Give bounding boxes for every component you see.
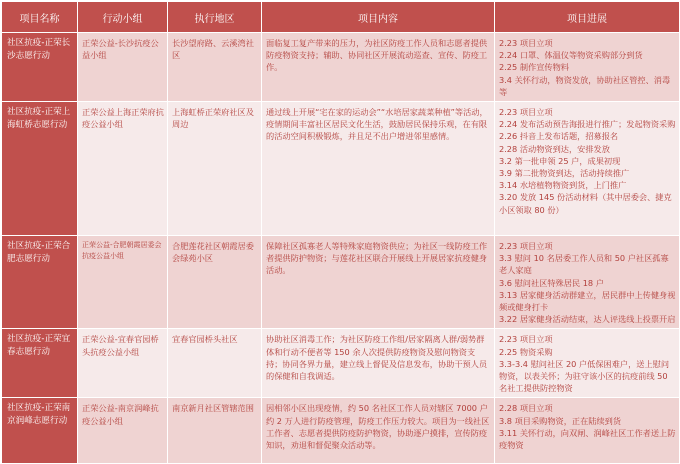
action-group-cell: 正荣公益-长沙抗疫公益小组 bbox=[78, 33, 168, 102]
progress-item: 2.25 物资采购 bbox=[499, 346, 553, 357]
progress-item: 3.3 慰问 10 名居委工作人员和 50 户社区孤寡老人家庭 bbox=[499, 253, 669, 276]
header-region: 执行地区 bbox=[168, 2, 262, 33]
region-cell: 合肥莲花社区朝霞居委会绿苑小区 bbox=[168, 236, 262, 329]
progress-item: 2.24 口罩、体温仪等物资采购部分到货 bbox=[499, 50, 643, 61]
table-row bbox=[2, 236, 680, 329]
header-row bbox=[2, 2, 680, 33]
region-cell: 上海虹桥正荣府社区及周边 bbox=[168, 102, 262, 236]
progress-item: 3.14 水培植物物资到货，上门推广 bbox=[499, 180, 627, 191]
project-name-cell: 社区抗疫-正荣宜春志愿行动 bbox=[2, 329, 78, 398]
table-row bbox=[2, 329, 680, 398]
header-project-name: 项目名称 bbox=[2, 2, 78, 33]
progress-item: 3.2 第一批申领 25 户，成果初现 bbox=[499, 155, 621, 166]
progress-item: 3.3-3.4 慰问社区 20 户低保困难户，送上慰问物资，以表关怀；为驻守该小区的抗疫前线 50 名社工提供防控物资 bbox=[499, 358, 670, 394]
content-cell: 协助社区消毒工作；为社区防疫工作组/居家隔离人群/弱势群体和行动不便者等 150 余人次提供防疫物资及慰问物资支持；协同各界力量，建立线上督促及信息发布，协助干预人员的保健和自我调适。 bbox=[262, 329, 495, 398]
progress-item: 2.26 抖音上发布话题，招募报名 bbox=[499, 131, 619, 142]
project-name-cell: 社区抗疫-正荣南京润峰志愿行动 bbox=[2, 398, 78, 464]
region-cell: 南京新月社区管辖范围 bbox=[168, 398, 262, 464]
content-cell: 面临复工复产带来的压力，为社区防疫工作人员和志愿者提供防疫物资支持；辅助、协同社区开展流动巡查、宣传、防疫工作。 bbox=[262, 33, 495, 102]
region-cell: 宜春官园桥头社区 bbox=[168, 329, 262, 398]
progress-item: 3.4 关怀行动，物资发放，协助社区管控、消毒等 bbox=[499, 74, 671, 97]
table-row bbox=[2, 102, 680, 236]
progress-item: 2.23 项目立项 bbox=[499, 107, 553, 118]
progress-item: 2.28 活动物资到达，安排发放 bbox=[499, 143, 610, 154]
project-table bbox=[1, 1, 680, 464]
progress-item: 2.23 项目立项 bbox=[499, 334, 553, 345]
progress-item: 2.23 项目立项 bbox=[499, 241, 553, 252]
content-cell: 因相邻小区出现疫情，约 50 名社区工作人员对辖区 7000 户约 2 万人进行防疫管理，防疫工作压力较大。项目为一线社区工作者、志愿者提供防疫防护物资，协助逐户摸排，宣传防疫知识，劝退和督促聚众活动等。 bbox=[262, 398, 495, 464]
region-cell: 长沙望府路、云溪湾社区 bbox=[168, 33, 262, 102]
content-cell: 通过线上开展“宅在家的运动会”“水培居家蔬菜种植”等活动，疫情期间丰富社区居民文化生活，鼓励居民保持乐观，在有限的活动空间积极锻炼，并且足不出户增进邻里感情。 bbox=[262, 102, 495, 236]
progress-item: 3.8 项目采购物资，正在陆续到货 bbox=[499, 415, 622, 426]
project-name-cell: 社区抗疫-正荣上海虹桥志愿行动 bbox=[2, 102, 78, 236]
progress-item: 2.23 项目立项 bbox=[499, 38, 553, 48]
progress-item: 3.6 慰问社区特殊居民 18 户 bbox=[499, 277, 604, 288]
header-progress: 项目进展 bbox=[495, 2, 680, 33]
progress-cell bbox=[495, 329, 680, 398]
progress-item: 3.20 发放 145 份活动材料（其中居委会、捷克小区领取 80 份） bbox=[499, 192, 672, 215]
project-name-cell: 社区抗疫-正荣合肥志愿行动 bbox=[2, 236, 78, 329]
action-group-cell: 正荣公益上海正荣府抗疫公益小组 bbox=[78, 102, 168, 236]
header-action-group: 行动小组 bbox=[78, 2, 168, 33]
progress-item: 2.25 制作宣传物料 bbox=[499, 62, 569, 73]
progress-item: 3.11 关怀行动，向双闸、润峰社区工作者送上防疫物资 bbox=[499, 427, 676, 451]
action-group-cell: 正荣公益-南京润峰抗疫公益小组 bbox=[78, 398, 168, 464]
progress-item: 3.13 居家健身活动群建立，居民群中上传健身视频或健身打卡 bbox=[499, 289, 676, 313]
progress-item: 2.28 项目立项 bbox=[499, 403, 553, 414]
progress-cell bbox=[495, 102, 680, 236]
progress-item: 2.24 发布活动预告海报进行推广；发起物资采购 bbox=[499, 119, 676, 130]
action-group-cell: 正荣公益-宜春官园桥头抗疫公益小组 bbox=[78, 329, 168, 398]
action-group-cell: 正荣公益-合肥朝霞居委会抗疫公益小组 bbox=[78, 236, 168, 329]
content-cell: 保障社区孤寡老人等特殊家庭物资供应；为社区一线防疫工作者提供防护物资；与莲花社区联合开展线上开展居家抗疫健身活动。 bbox=[262, 236, 495, 329]
project-name-cell: 社区抗疫-正荣长沙志愿行动 bbox=[2, 33, 78, 102]
progress-cell bbox=[495, 398, 680, 464]
progress-cell bbox=[495, 33, 680, 102]
table-row bbox=[2, 398, 680, 464]
progress-cell bbox=[495, 236, 680, 329]
progress-item: 3.22 居家健身活动结束，达人评选线上投票开启 bbox=[499, 314, 676, 325]
table-row bbox=[2, 33, 680, 102]
header-content: 项目内容 bbox=[262, 2, 495, 33]
progress-item: 3.9 第二批物资到达，活动持续推广 bbox=[499, 168, 630, 179]
